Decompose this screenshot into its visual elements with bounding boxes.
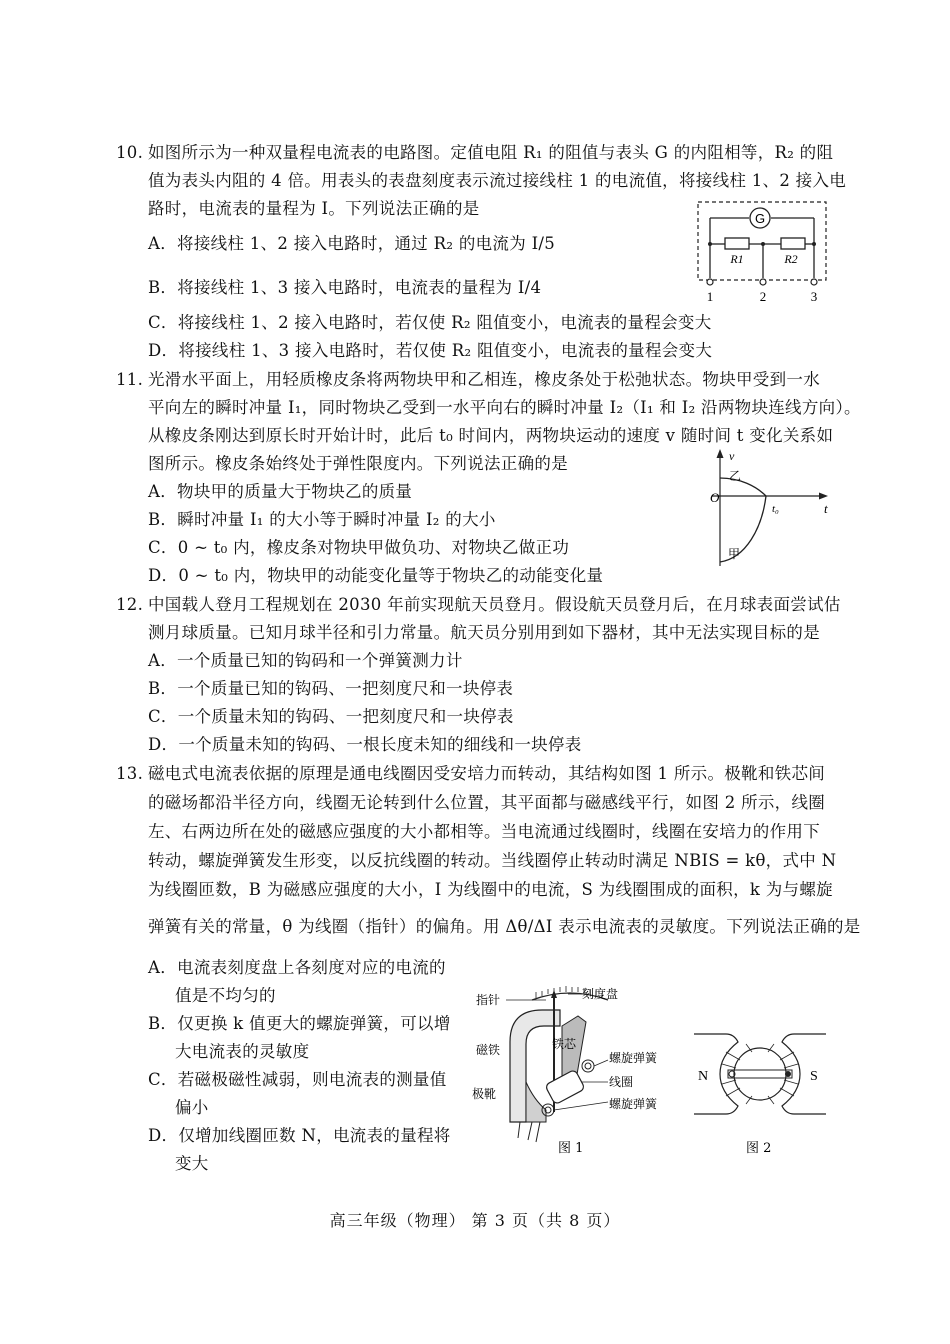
q10-option-c: C．将接线柱 1、2 接入电路时，若仅使 R₂ 阻值变小，电流表的量程会变大 (148, 313, 712, 332)
terminal-1-icon (707, 279, 713, 285)
spring-top-icon (582, 1060, 594, 1072)
q13-stem-line-4: 转动，螺旋弹簧发生形变，以反抗线圈的转动。当线圈停止转动时满足 NBIS = kθ，式中 N (148, 851, 837, 870)
svg-text:O: O (710, 490, 720, 505)
q10-option-d: D．将接线柱 1、3 接入电路时，若仅使 R₂ 阻值变小，电流表的量程会变大 (148, 341, 713, 360)
q12-stem-line-2: 测月球质量。已知月球半径和引力常量。航天员分别用到如下器材，其中无法实现目标的是 (148, 623, 820, 642)
svg-text:甲: 甲 (728, 547, 741, 561)
q13-number: 13. (116, 764, 144, 783)
terminal-3-icon (811, 279, 817, 285)
q13-option-a-line-1: A．电流表刻度盘上各刻度对应的电流的 (148, 958, 446, 977)
dial-label: 刻度盘 (582, 987, 619, 1001)
q13-stem-line-3: 左、右两边所在处的磁感应强度的大小都相等。当电流通过线圈时，线圈在安培力的作用下 (148, 822, 820, 841)
figure-1-caption: 图 1 (558, 1141, 584, 1156)
meter-label: G (754, 211, 766, 226)
q10-circuit-diagram (690, 198, 840, 308)
q13-figure-1 (470, 982, 675, 1162)
q13-option-b-line-2: 大电流表的灵敏度 (175, 1042, 310, 1061)
q13-stem-line-2: 的磁场都沿半径方向，线圈无论转到什么位置，其平面都与磁感线平行，如图 2 所示，线圈 (148, 793, 826, 812)
spring-label-1: 螺旋弹簧 (609, 1051, 658, 1065)
svg-text:t: t (824, 501, 828, 516)
core-label: 铁芯 (552, 1037, 577, 1051)
resistor-r2-icon (781, 238, 805, 249)
s-label: S (810, 1069, 818, 1084)
q10-stem-line-2: 值为表头内阻的 4 倍。用表头的表盘刻度表示流过接线柱 1 的电流值，将接线柱 1、2 接入电 (148, 171, 847, 190)
q11-option-d: D．0 ~ t₀ 内，物块甲的动能变化量等于物块乙的动能变化量 (148, 566, 604, 585)
svg-text:2: 2 (759, 289, 767, 304)
q11-stem-line-4: 图所示。橡皮条始终处于弹性限度内。下列说法正确的是 (148, 454, 568, 473)
curve-yi (720, 478, 766, 496)
q12-option-b: B．一个质量已知的钩码、一把刻度尺和一块停表 (148, 679, 514, 698)
q11-stem-line-2: 平向左的瞬时冲量 I₁，同时物块乙受到一水平向右的瞬时冲量 I₂（I₁ 和 I₂ 沿两物块连线方向）。 (148, 398, 861, 417)
q10-option-b: B．将接线柱 1、3 接入电路时，电流表的量程为 I/4 (148, 278, 542, 297)
q11-option-b: B．瞬时冲量 I₁ 的大小等于瞬时冲量 I₂ 的大小 (148, 510, 496, 529)
q12-option-d: D．一个质量未知的钩码、一根长度未知的细线和一块停表 (148, 735, 582, 754)
q11-vt-graph (700, 446, 835, 571)
q10-option-a: A．将接线柱 1、2 接入电路时，通过 R₂ 的电流为 I/5 (148, 234, 556, 253)
q12-number: 12. (116, 595, 144, 614)
q13-stem-line-6: 弹簧有关的常量，θ 为线圈（指针）的偏角。用 Δθ/ΔI 表示电流表的灵敏度。下列说法正确的是 (148, 917, 861, 936)
terminal-2-icon (760, 279, 766, 285)
svg-text:乙: 乙 (729, 469, 742, 483)
magnet-label: 磁铁 (476, 1043, 501, 1057)
coil-section-icon (728, 1070, 792, 1078)
spring-label-2: 螺旋弹簧 (609, 1097, 658, 1111)
q13-stem-line-1: 磁电式电流表依据的原理是通电线圈因受安培力而转动，其结构如图 1 所示。极靴和铁芯间 (148, 764, 826, 783)
q13-option-d-line-2: 变大 (175, 1154, 209, 1173)
q12-option-c: C．一个质量未知的钩码、一把刻度尺和一块停表 (148, 707, 514, 726)
q11-option-c: C．0 ~ t₀ 内，橡皮条对物块甲做负功、对物块乙做正功 (148, 538, 570, 557)
curve-jia (720, 496, 766, 562)
q12-option-a: A．一个质量已知的钩码和一个弹簧测力计 (148, 651, 463, 670)
pointer-label: 指针 (476, 993, 501, 1007)
page-footer: 高三年级（物理） 第 3 页（共 8 页） (329, 1211, 621, 1230)
svg-text:3: 3 (810, 289, 818, 304)
q11-stem-line-3: 从橡皮条刚达到原长时开始计时，此后 t₀ 时间内，两物块运动的速度 v 随时间 t 变化关系如 (148, 426, 834, 445)
q13-option-d-line-1: D．仅增加线圈匝数 N，电流表的量程将 (148, 1126, 451, 1145)
q11-option-a: A．物块甲的质量大于物块乙的质量 (148, 482, 413, 501)
q13-option-c-line-1: C．若磁极磁性减弱，则电流表的测量值 (148, 1070, 447, 1089)
svg-text:1: 1 (706, 289, 714, 304)
q10-number: 10. (116, 143, 144, 162)
coil-icon (545, 1069, 585, 1104)
q10-stem-line-1: 如图所示为一种双量程电流表的电路图。定值电阻 R₁ 的阻值与表头 G 的内阻相等，R₂ 的阻 (148, 143, 834, 162)
q12-stem-line-1: 中国载人登月工程规划在 2030 年前实现航天员登月。假设航天员登月后，在月球表面尝试估 (148, 595, 841, 614)
q13-figure-2 (690, 1030, 830, 1162)
svg-text:v: v (729, 449, 735, 463)
q13-stem-line-5: 为线圈匝数，B 为磁感应强度的大小，I 为线圈中的电流，S 为线圈围成的面积，k 为与螺旋 (148, 880, 833, 899)
core-circle-icon (734, 1048, 786, 1100)
q11-stem-line-1: 光滑水平面上，用轻质橡皮条将两物块甲和乙相连，橡皮条处于松弛状态。物块甲受到一水 (148, 370, 820, 389)
r2-label: R2 (784, 252, 798, 266)
n-label: N (698, 1069, 709, 1084)
r1-label: R1 (730, 252, 744, 266)
q13-option-a-line-2: 值是不均匀的 (175, 986, 276, 1005)
coil-label: 线圈 (609, 1075, 634, 1089)
resistor-r1-icon (725, 238, 749, 249)
figure-2-caption: 图 2 (746, 1141, 772, 1156)
svg-text:t₀: t₀ (772, 503, 779, 515)
pole-label: 极靴 (472, 1087, 497, 1101)
q13-option-b-line-1: B．仅更换 k 值更大的螺旋弹簧，可以增 (148, 1014, 451, 1033)
q11-number: 11. (116, 370, 144, 389)
q13-option-c-line-2: 偏小 (175, 1098, 209, 1117)
q10-stem-line-3: 路时，电流表的量程为 I。下列说法正确的是 (148, 199, 480, 218)
